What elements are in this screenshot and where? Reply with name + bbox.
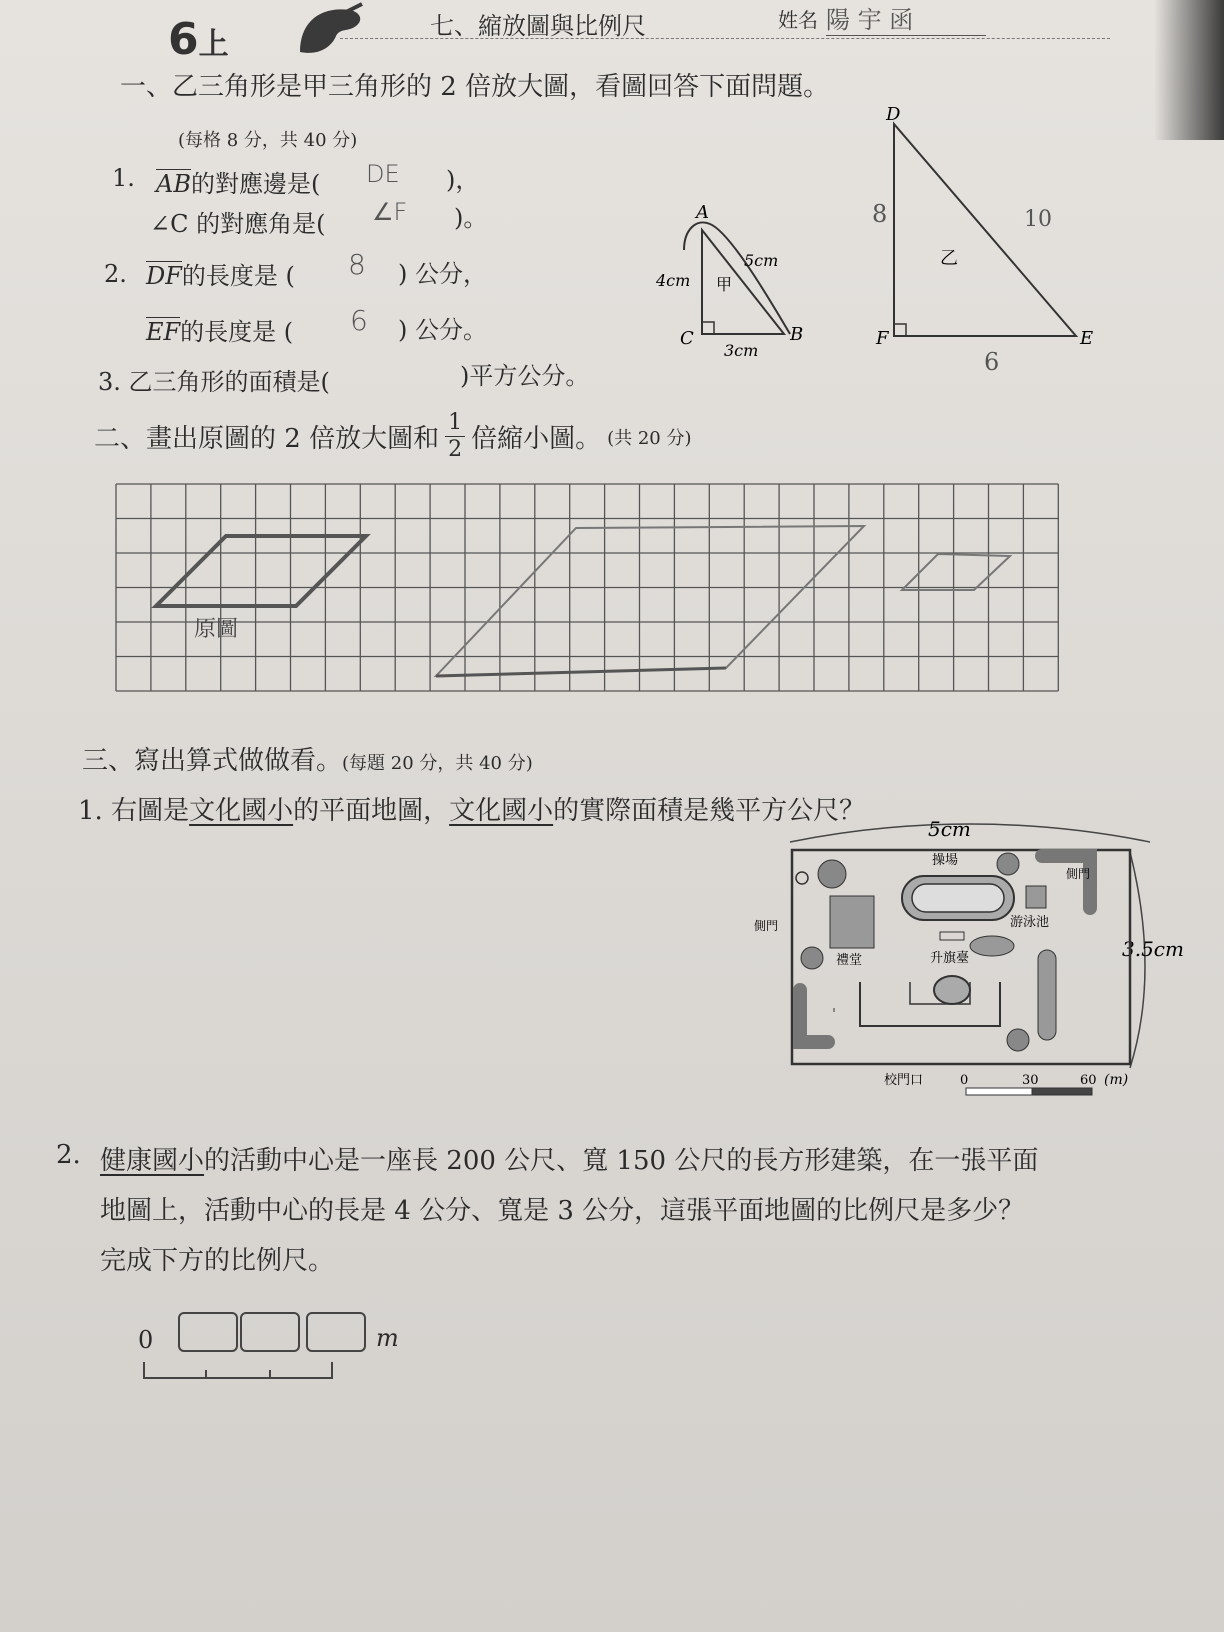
part3-heading [82, 740, 533, 777]
grade-badge [168, 14, 229, 65]
q2a-end: ) 公分， [398, 260, 487, 288]
vertex-f: F [876, 328, 889, 349]
original-label: 原圖 [194, 617, 239, 642]
q2b-question [146, 312, 293, 347]
half-fraction [445, 412, 465, 461]
map-playground-label: 操場 [932, 853, 959, 868]
p3q1-school-1: 文化國小 [189, 796, 294, 826]
part1-scoring: (每格 8 分，共 40 分) [178, 130, 358, 151]
map-main-gate-label: 校門口 [884, 1073, 924, 1088]
side-ab-length: 5cm [744, 251, 779, 270]
vertex-e: E [1080, 328, 1094, 349]
map-pool-label: 游泳池 [1010, 915, 1050, 930]
q1a-text: 的對應邊是( [190, 170, 321, 198]
triangle-yi [872, 104, 1093, 376]
scale-unit-label: m [376, 1324, 399, 1352]
q2a-text: 的長度是 ( [181, 262, 295, 290]
map-hall-label: 禮堂 [836, 953, 863, 968]
p3q2-line3: 完成下方的比例尺。 [100, 1246, 335, 1276]
q2b-answer[interactable]: 6 [350, 304, 368, 337]
part3-scoring: (每題 20 分，共 40 分) [342, 753, 533, 774]
map-scale-bar [960, 1072, 1128, 1095]
scale-zero-label: 0 [138, 1326, 154, 1354]
q3-end: )平方公分。 [460, 362, 590, 390]
scale-answer-box-2[interactable] [240, 1312, 300, 1352]
vertex-c: C [680, 328, 694, 349]
triangle-jia [655, 202, 803, 360]
grid-lines [116, 484, 1058, 691]
part3-heading-text: 三、寫出算式做做看。 [82, 746, 343, 776]
p3q2-line1-text: 的活動中心是一座長 200 公尺、寬 150 公尺的長方形建築，在一張平面 [204, 1146, 1039, 1176]
side-ac-length: 4cm [656, 271, 691, 290]
side-fe-handwritten: 6 [984, 348, 1000, 376]
scale-bar-0: 0 [960, 1073, 969, 1088]
scale-ruler [140, 1358, 340, 1386]
q1-number: 1. [112, 164, 135, 192]
grade-term: 上 [198, 27, 229, 62]
map-width-label: 5cm [928, 817, 971, 841]
scale-bar-60: 60 [1080, 1073, 1097, 1088]
q1b-end: )。 [454, 204, 488, 232]
name-label: 姓名 [778, 8, 818, 32]
part2-scoring: (共 20 分) [607, 427, 692, 449]
p3q1-school-2: 文化國小 [449, 796, 554, 826]
p3q1-question [78, 790, 865, 827]
grade-number: 6 [168, 14, 199, 65]
segment-ef: EF [146, 318, 181, 346]
p3q2-school: 健康國小 [100, 1146, 205, 1176]
q1a-end: )， [446, 166, 480, 194]
map-side-gate-right: 側門 [1066, 867, 1091, 881]
triangle-yi-label: 乙 [940, 248, 958, 269]
side-cb-length: 3cm [724, 341, 759, 360]
photo-shadow [1154, 0, 1224, 140]
q1a-answer[interactable]: DE [366, 160, 400, 188]
q1b-answer[interactable]: ∠F [372, 198, 408, 226]
vertex-b: B [790, 324, 804, 345]
part1-heading: 一、乙三角形是甲三角形的 2 倍放大圖，看圖回答下面問題。 [120, 72, 830, 102]
fraction-numerator: 1 [445, 412, 465, 437]
mascot-icon [290, 2, 370, 58]
triangle-jia-label: 甲 [716, 275, 733, 294]
scale-bar-30: 30 [1022, 1073, 1039, 1088]
segment-df: DF [146, 262, 182, 290]
q1a-question [156, 164, 320, 199]
fraction-denominator: 2 [448, 437, 463, 462]
q2b-text: 的長度是 ( [180, 318, 294, 346]
part2-heading-a: 二、畫出原圖的 2 倍放大圖和 [94, 424, 440, 454]
student-name[interactable]: 陽 宇 函 [826, 0, 986, 36]
unit-title: 七、縮放圖與比例尺 [430, 12, 646, 40]
scale-bar-unit: (m) [1104, 1072, 1129, 1088]
p3q1-b: 的平面地圖， [293, 796, 450, 826]
vertex-a: A [696, 202, 709, 223]
drawing-grid[interactable] [112, 480, 1092, 716]
pencil-arrow-mark [684, 222, 790, 334]
school-map [754, 812, 1190, 1102]
part2-heading [94, 412, 692, 461]
segment-ab: AB [156, 170, 191, 198]
map-height-label: 3.5cm [1122, 937, 1184, 961]
q2-number: 2. [104, 260, 127, 288]
map-pool [1026, 886, 1046, 908]
part2-heading-b: 倍縮小圖。 [471, 424, 602, 454]
header-rule [340, 38, 1110, 39]
vertex-d: D [886, 104, 901, 125]
triangles-figure [640, 100, 1100, 376]
q2b-end: ) 公分。 [398, 316, 487, 344]
scale-answer-box-3[interactable] [306, 1312, 366, 1352]
q3-text: 3. 乙三角形的面積是( [98, 368, 330, 396]
map-flag-label: 升旗臺 [930, 951, 970, 966]
enlarged-base-line [436, 668, 726, 676]
p3q2-line2: 地圖上，活動中心的長是 4 公分、寬是 3 公分，這張平面地圖的比例尺是多少？ [100, 1196, 1025, 1226]
q2a-answer[interactable]: 8 [348, 248, 366, 281]
q1b-text: ∠C 的對應角是( [150, 210, 326, 238]
side-de-handwritten: 10 [1024, 207, 1052, 232]
p3q1-a: 1. 右圖是 [78, 796, 190, 826]
side-df-handwritten: 8 [872, 200, 888, 228]
q2a-question [146, 256, 295, 291]
scale-answer-box-1[interactable] [178, 1312, 238, 1352]
p3q2-number: 2. [56, 1140, 81, 1170]
original-parallelogram [156, 536, 366, 606]
map-hall [830, 896, 874, 948]
map-side-gate-left: 側門 [754, 919, 779, 933]
p3q2-line1 [100, 1140, 1038, 1177]
p3q1-c: 的實際面積是幾平方公尺？ [553, 796, 866, 826]
